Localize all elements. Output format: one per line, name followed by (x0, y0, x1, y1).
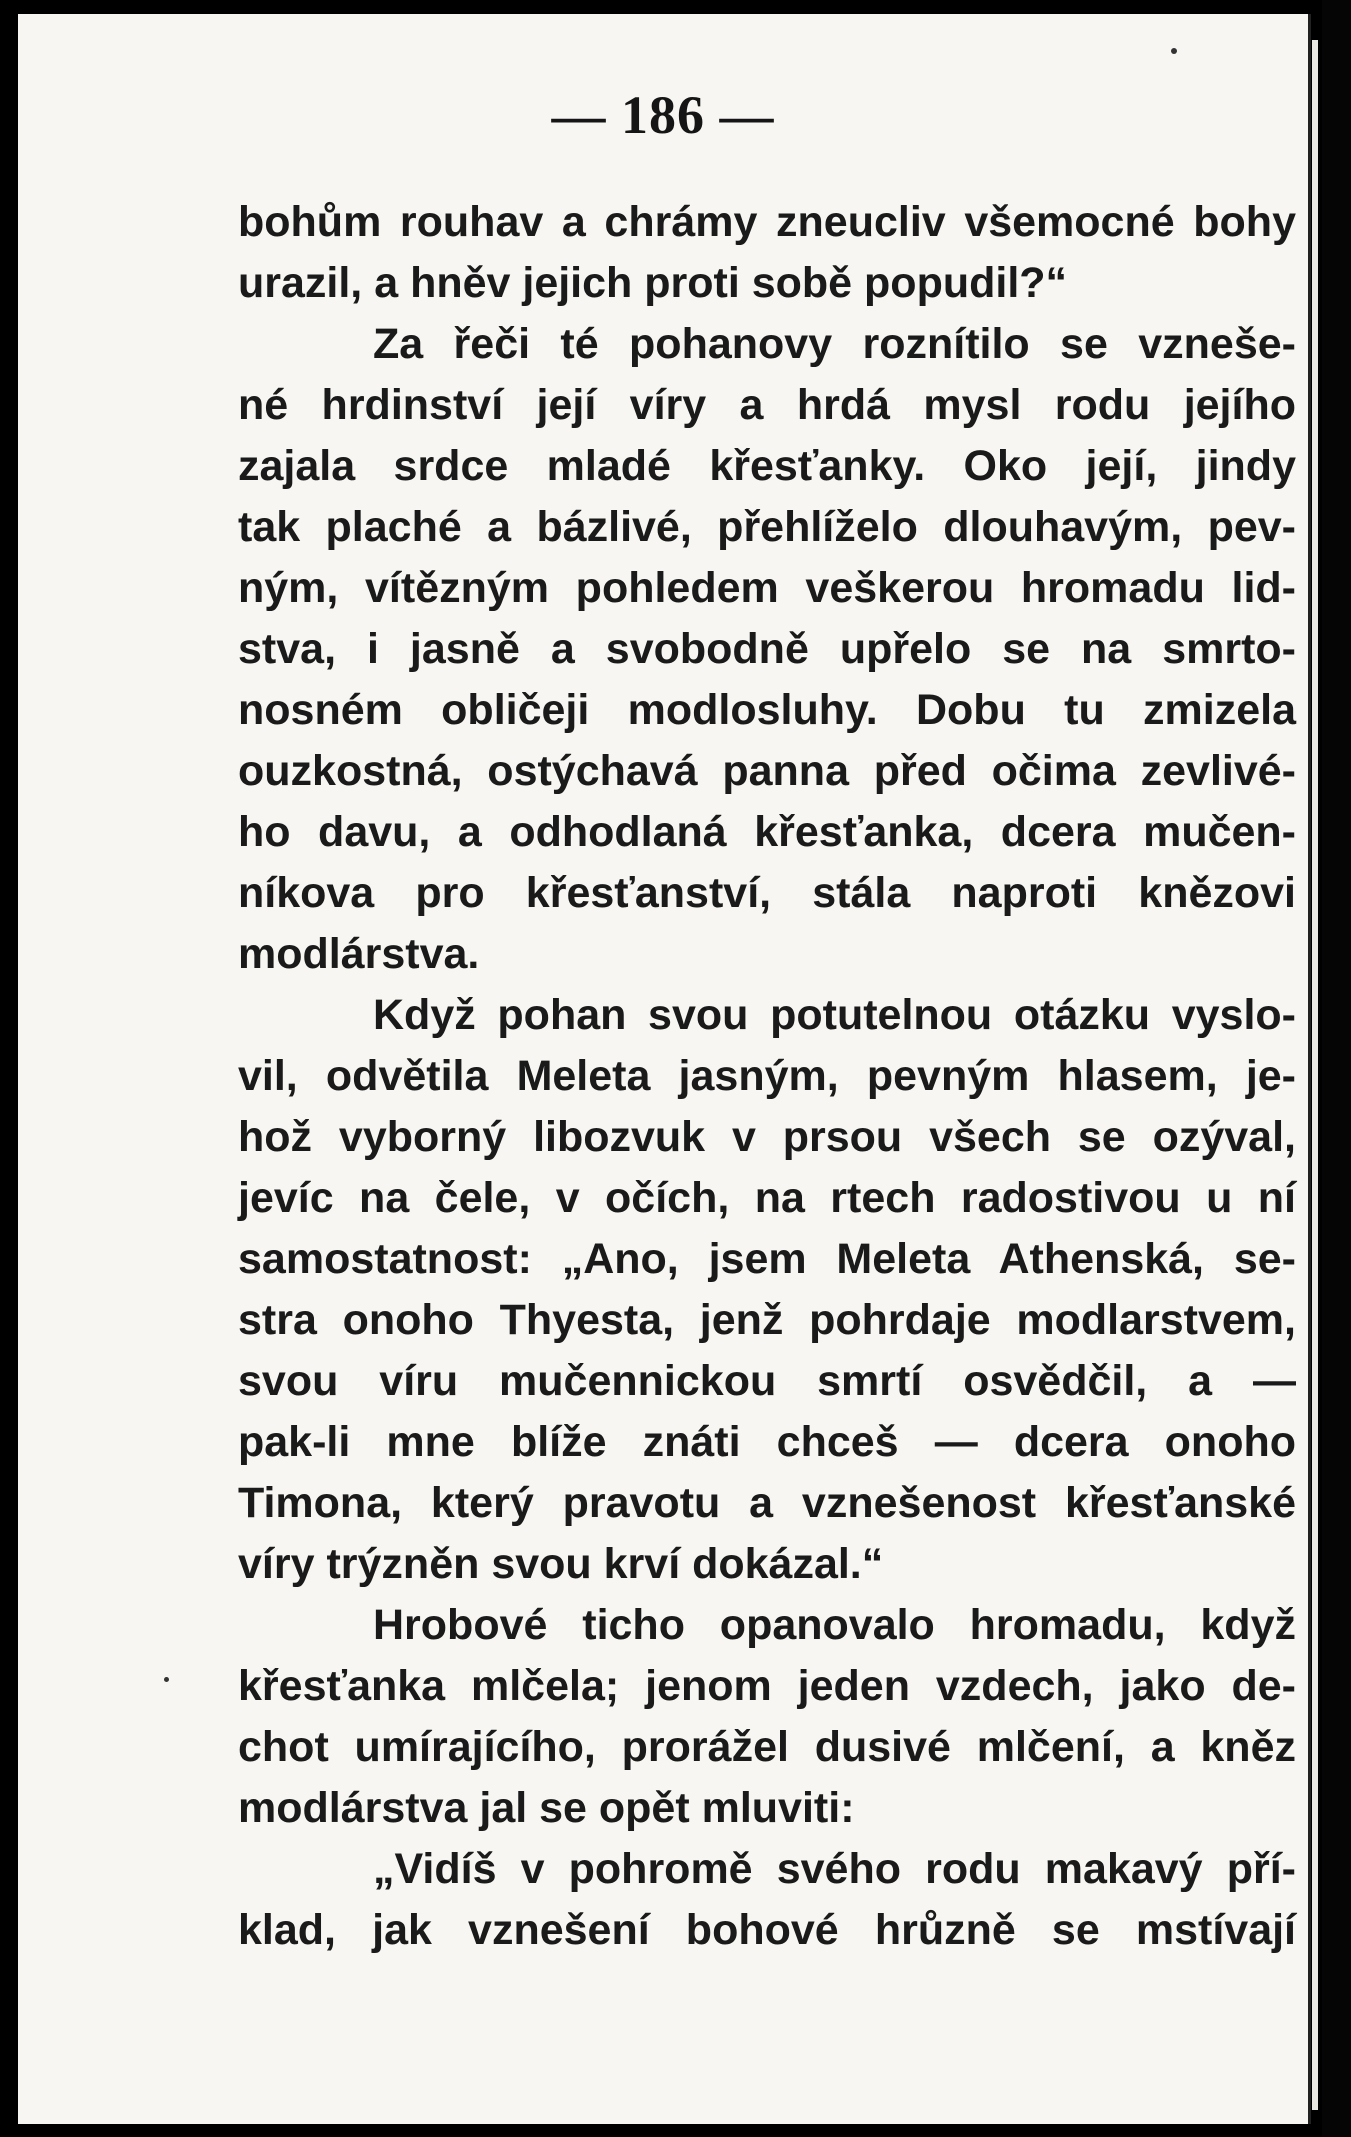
text-line: stra onoho Thyesta, jenž pohrdaje modlarstvem, (238, 1296, 1296, 1344)
text-line: víry trýzněn svou krví dokázal.“ (238, 1540, 884, 1588)
text-line: nosném obličeji modlosluhy. Dobu tu zmizela (238, 686, 1296, 734)
text-line: hož vyborný libozvuk v prsou všech se ozýval, (238, 1113, 1296, 1161)
text-line: křesťanka mlčela; jenom jeden vzdech, jako de- (238, 1662, 1296, 1710)
text-line: modlárstva. (238, 930, 480, 978)
text-line: klad, jak vznešení bohové hrůzně se mstívají (238, 1906, 1296, 1954)
speck (1171, 48, 1177, 54)
book-page (18, 14, 1311, 2124)
text-line: chot umírajícího, prorážel dusivé mlčení, a kněz (238, 1723, 1296, 1771)
text-line: „Vidíš v pohromě svého rodu makavý pří- (373, 1845, 1296, 1893)
text-line: ouzkostná, ostýchavá panna před očima zevlivé- (238, 747, 1296, 795)
scan-border (1322, 0, 1351, 2137)
text-line: jevíc na čele, v očích, na rtech radostivou u ní (238, 1174, 1296, 1222)
text-line: zajala srdce mladé křesťanky. Oko její, jindy (238, 442, 1296, 490)
text-line: stva, i jasně a svobodně upřelo se na smrto- (238, 625, 1296, 673)
text-line: Za řeči té pohanovy roznítilo se vzneše- (373, 320, 1296, 368)
text-line: svou víru mučennickou smrtí osvědčil, a — (238, 1357, 1296, 1405)
text-line: modlárstva jal se opět mluviti: (238, 1784, 855, 1832)
text-line: vil, odvětila Meleta jasným, pevným hlasem, je- (238, 1052, 1296, 1100)
text-line: ným, vítězným pohledem veškerou hromadu lid- (238, 564, 1296, 612)
text-line: tak plaché a bázlivé, přehlíželo dlouhavým, pev- (238, 503, 1296, 551)
text-line: níkova pro křesťanství, stála naproti knězovi (238, 869, 1296, 917)
text-line: né hrdinství její víry a hrdá mysl rodu jejího (238, 381, 1296, 429)
text-line: pak-li mne blíže znáti chceš — dcera onoho (238, 1418, 1296, 1466)
text-line: bohům rouhav a chrámy zneucliv všemocné bohy (238, 198, 1296, 246)
speck (164, 1677, 169, 1682)
text-line: Když pohan svou potutelnou otázku vyslo- (373, 991, 1296, 1039)
text-line: urazil, a hněv jejich proti sobě popudil?“ (238, 259, 1068, 307)
text-line: Timona, který pravotu a vznešenost křesťanské (238, 1479, 1296, 1527)
page-edge (1312, 40, 1318, 2110)
page-number: — 186 — (551, 85, 775, 145)
text-line: ho davu, a odhodlaná křesťanka, dcera mučen- (238, 808, 1296, 856)
text-line: samostatnost: „Ano, jsem Meleta Athenská, se- (238, 1235, 1296, 1283)
body-text (238, 192, 1296, 1961)
text-line: Hrobové ticho opanovalo hromadu, když (373, 1601, 1296, 1649)
